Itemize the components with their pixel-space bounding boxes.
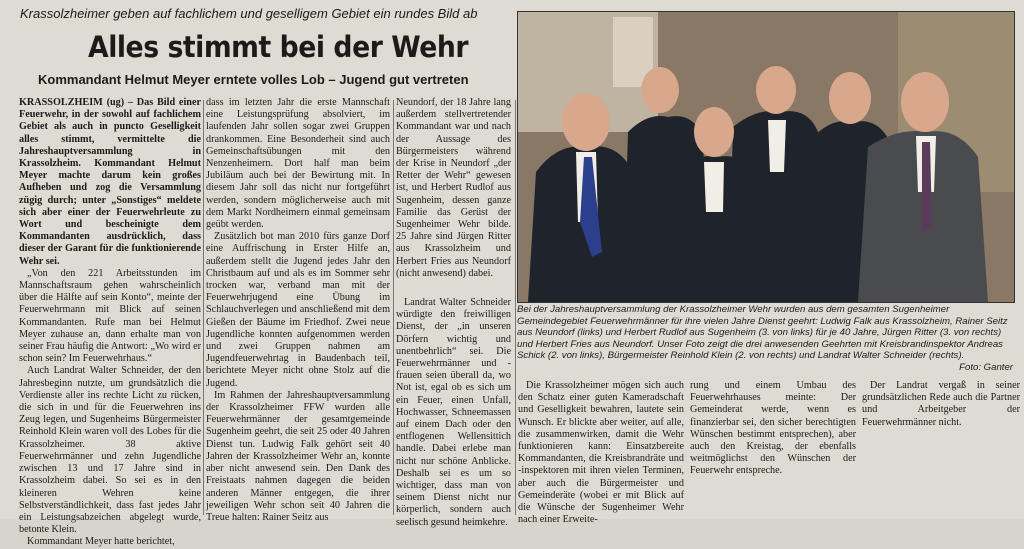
column-rule — [203, 100, 204, 515]
body-paragraph: Die Krassolzheimer mögen sich auch den Schatz einer guten Kameradschaft und Geselligkeit bewahren, lautete sein Wunsch. Er blickte aber weiter, auf alle, die zusammenwirken, damit die Wehr funktionieren kann: Einsatzbereite Kommandanten, die Kreisbrandräte und -inspektoren mit ihren vielen Terminen, aber auch die Bürgermeister und Gemeinderäte (wobei er mit Blick auf die Wünsche der Sugenheimer Wehr nach einer Erweite- — [518, 380, 684, 526]
column-3-bottom — [396, 297, 511, 528]
body-paragraph: Im Rahmen der Jahreshauptversammlung der Krassolzheimer FFW wurden alle Feuerwehrmänner der gesamtgemeinde Sugenheim geehrt, die seit 25 oder 40 Jahren Dienst tun. Ludwig Falk gehört seit 40 Jahren der Krassolzheimer Wehr an, konnte aber nicht anwesend sein. Den Dank des Freistaats nahmen dagegen die beiden anderen Männer entgegen, die ihrer jeweiligen Wehr schon seit 40 Jahren die Treue halten: Rainer Seitz aus — [206, 389, 390, 523]
body-paragraph: Zusätzlich bot man 2010 fürs ganze Dorf eine Auffrischung in Erster Hilfe an, außerdem stellt die Jugend jedes Jahr den Christbaum auf und als es im Sommer sehr trocken war, verband man mit der Feuerwehrjugend eine Übung im Schlauchverlegen und anschließend mit dem Gießen der Bäume im Friedhof. Zwei neue Jugendliche konnten aufgenommen werden und zwei Gruppen nahmen am Jugendfeuerwehrtag in Baudenbach teil, berichtete Meyer nicht ohne Stolz auf die Jugend. — [206, 231, 390, 389]
photo-caption — [517, 304, 1013, 374]
body-paragraph: „Von den 221 Arbeitsstunden im Mannschaftsraum gehen wahrscheinlich über die Hälfte auf sein Konto“, meinte der Feuerwehrmann mit Blick auf seinen Kommandanten. Rufe man bei Helmut Meyer zuhause an, dann erhalte man von seiner Frau häufig die Antwort: „Wo wird er schon sein? Im Feuerwehrhaus.“ — [19, 267, 201, 365]
body-paragraph: Neundorf, der 18 Jahre lang außerdem stellvertretender Kommandant war und nach der Aussage des Bürgermeisters während der Krise in Neundorf „der Retter der Wehr“ gewesen ist, und Herbert Rudlof aus Sugenheim, dessen ganze Familie das Gerüst der Sugenheimer Wehr bilde. 25 Jahre sind Jürgen Ritter aus Krassolzheim und Herbert Fries aus Neundorf (nicht anwesend) dabei. — [396, 97, 511, 279]
body-paragraph: Kommandant Meyer hatte berichtet, — [27, 536, 175, 548]
column-rule — [515, 100, 516, 515]
headline: Alles stimmt bei der Wehr — [88, 30, 469, 64]
column-4 — [518, 380, 684, 526]
lead-paragraph: KRASSOLZHEIM (ug) – Das Bild einer Feuerwehr, in der sowohl auf fachlichem Gebiet als auch in puncto Geselligkeit alles stimmt, vermittelte die Jahreshauptversammlung in Krassolzheim. Kommandant Helmut Meyer machte darum kein großes Aufheben und zog die Versammlung zügig durch; unter „Sonstiges“ meldete sich aber einer der Feuerwehrleute zu Wort und bescheinigte dem Kommandanten ausdrücklich, dass dieser der Garant für die funktionierende Wehr sei. — [19, 97, 201, 267]
column-3-top — [396, 97, 511, 297]
photo-credit: Foto: Ganter — [959, 361, 1013, 373]
body-paragraph: dass im letzten Jahr die erste Mannschaft eine Leistungsprüfung absolviert, im laufenden Jahr sollen sogar zwei Gruppen drankommen. Eine Besonderheit sind auch Gemeinschaftsübungen mit den Nenzenheimern. Dort half man beim Jubiläum auch bei der Bewirtung mit. In diesem Jahr soll das nicht nur fortgeführt werden, sondern möglicherweise auch mit dem Markt Nordheimern einmal gemeinsam geübt werden. — [206, 97, 390, 231]
group-photo-illustration — [518, 12, 1014, 302]
column-rule — [393, 100, 394, 515]
caption-text: Bei der Jahreshauptversammlung der Krassolzheimer Wehr wurden aus dem gesamten Sugenheimer Gemeindegebiet Feuerwehrmänner für ihre vielen Jahre Dienst geehrt: Ludwig Falk aus Krassolzheim, Rainer Seitz aus Neundorf (links) und Herbert Rudlof aus Sugenheim (3. von links) für je 40 Jahre, Jürgen Ritter (3. von rechts) und Herbert Fries aus Neundorf. Unser Foto zeigt die drei anwesenden Geehrten mit Kreisbrandinspektor Andreas Schick (2. von links), Bürgermeister Reinhold Klein (2. von rechts) und Landrat Walter Schneider (rechts). — [517, 304, 1008, 362]
column-6 — [862, 380, 1020, 518]
body-paragraph: rung und einem Umbau des Feuerwehrhauses meinte: Der Gemeinderat werde, wenn es finanzierbar sei, den sicher berechtigten Wünschen bestimmt entsprechen), aber auch den Kreistag, der ebenfalls weitmöglichst den Wünschen der Feuerwehr entspreche. — [690, 380, 856, 477]
group-photo — [517, 11, 1015, 303]
column-5 — [690, 380, 856, 518]
subhead: Kommandant Helmut Meyer erntete volles Lob – Jugend gut vertreten — [38, 72, 469, 87]
kicker: Krassolzheimer geben auf fachlichem und geselligem Gebiet ein rundes Bild ab — [20, 6, 478, 21]
body-paragraph: Der Landrat vergaß in seiner grundsätzlichen Rede auch die Partner und Arbeitgeber der Feuerwehrmänner nicht. — [862, 380, 1020, 428]
column-2 — [206, 97, 390, 523]
body-paragraph: Landrat Walter Schneider würdigte den freiwilligen Dienst, der „in unseren Dörfern wichtig und unentbehrlich“ sei. Die Feuerwehrmänner und -frauen seien überall da, wo Not ist, egal ob es sich um ein Feuer, einen Unfall, Hochwasser, Schneemassen auf einem Dach oder den entflogenen Wellensittich handle. Dabei erlebe man nicht nur schöne Anblicke. Deshalb sei es um so wichtiger, dass man von seinem Dienst nicht nur körperlich, sondern auch seelisch gesund heimkehre. — [396, 297, 511, 528]
column-1 — [19, 97, 201, 548]
body-paragraph: Auch Landrat Walter Schneider, der den Jahresbeginn nutzte, um grundsätzlich die Verdienste aller ins rechte Licht zu rücken, die sich in und für die Feuerwehren ins Zeug legen, und Sugenheims Bürgermeister Reinhold Klein waren voll des Lobes für die Krassolzheimer. 38 aktive Feuerwehrmänner und zehn Jugendliche zwischen 13 und 17 Jahre sind in Krassolzheim dabei. So sei es in den kleineren Wehren keine Selbstverständlichkeit, dass fast jedes Jahr ein Leistungsabzeichen abgelegt wurde, betonte Klein. — [19, 365, 201, 536]
